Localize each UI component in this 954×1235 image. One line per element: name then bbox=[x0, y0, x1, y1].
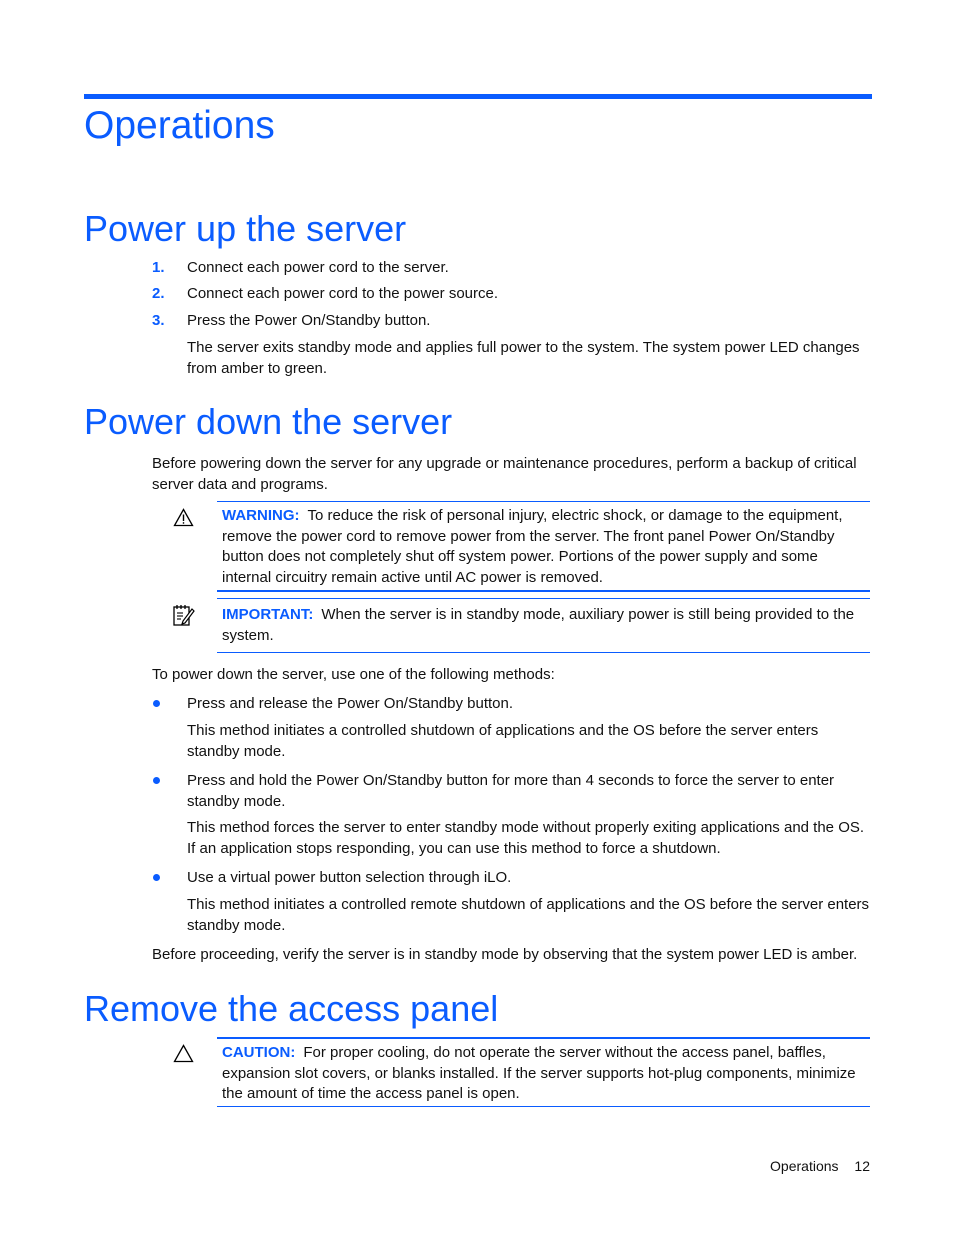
page-footer bbox=[770, 1158, 870, 1174]
important-bottom-rule bbox=[217, 652, 870, 653]
important-note-icon bbox=[172, 603, 195, 627]
caution-text: For proper cooling, do not operate the server without the access panel, baffles, expansion slot covers, or blanks installed. If the server supports hot-plug components, minimize the amount of time the access panel is open. bbox=[222, 1044, 856, 1102]
method-text: Press and release the Power On/Standby button. bbox=[187, 695, 514, 712]
caution-note bbox=[222, 1043, 870, 1105]
bullet-icon bbox=[153, 874, 160, 881]
method-detail: This method initiates a controlled remote shutdown of applications and the OS before the server enters standby mode. bbox=[187, 896, 870, 934]
warning-bottom-rule bbox=[217, 590, 870, 592]
important-label: IMPORTANT: bbox=[222, 606, 314, 623]
method-detail: This method forces the server to enter standby mode without properly exiting applications and the OS. If an application stops responding, you can use this method to force a shutdown. bbox=[187, 819, 865, 857]
section-heading-access-panel: Remove the access panel bbox=[84, 988, 499, 1029]
chapter-top-rule bbox=[84, 94, 872, 99]
footer-section: Operations bbox=[770, 1158, 839, 1174]
warning-label: WARNING: bbox=[222, 507, 300, 524]
page-number: 12 bbox=[854, 1158, 870, 1174]
caution-label: CAUTION: bbox=[222, 1044, 296, 1061]
step-text: Press the Power On/Standby button. bbox=[187, 312, 431, 329]
power-down-closing: Before proceeding, verify the server is in standby mode by observing that the system power LED is amber. bbox=[152, 946, 858, 963]
bullet-icon bbox=[153, 777, 160, 784]
method-text: Press and hold the Power On/Standby button for more than 4 seconds to force the server to enter standby mode. bbox=[187, 772, 835, 810]
step-result: The server exits standby mode and applies full power to the system. The system power LED changes from amber to green. bbox=[187, 339, 860, 377]
chapter-title: Operations bbox=[84, 104, 275, 147]
important-note bbox=[222, 605, 870, 646]
section-heading-power-down: Power down the server bbox=[84, 401, 453, 442]
caution-bottom-rule bbox=[217, 1106, 870, 1107]
power-down-intro: Before powering down the server for any upgrade or maintenance procedures, perform a backup of critical server data and programs. bbox=[152, 455, 857, 493]
methods-intro: To power down the server, use one of the following methods: bbox=[152, 666, 555, 683]
important-top-rule bbox=[217, 598, 870, 599]
step-text: Connect each power cord to the server. bbox=[187, 259, 449, 276]
section-heading-power-up: Power up the server bbox=[84, 208, 407, 249]
method-text: Use a virtual power button selection through iLO. bbox=[187, 869, 512, 886]
warning-text: To reduce the risk of personal injury, electric shock, or damage to the equipment, remove the power cord to remove power from the server. The front panel Power On/Standby button does not completely shut off system power. Portions of the power supply and some internal circuitry remain active until AC power is removed. bbox=[222, 507, 843, 586]
warning-top-rule bbox=[217, 501, 870, 502]
caution-top-rule bbox=[217, 1037, 870, 1039]
method-detail: This method initiates a controlled shutdown of applications and the OS before the server enters standby mode. bbox=[187, 722, 819, 760]
step-number: 2. bbox=[152, 285, 165, 302]
warning-triangle-icon bbox=[173, 508, 194, 527]
bullet-icon bbox=[153, 700, 160, 707]
caution-triangle-icon bbox=[173, 1044, 194, 1063]
step-number: 1. bbox=[152, 259, 165, 276]
warning-note bbox=[222, 506, 870, 588]
step-number: 3. bbox=[152, 312, 165, 329]
step-text: Connect each power cord to the power source. bbox=[187, 285, 499, 302]
important-text: When the server is in standby mode, auxiliary power is still being provided to the system. bbox=[222, 606, 855, 644]
